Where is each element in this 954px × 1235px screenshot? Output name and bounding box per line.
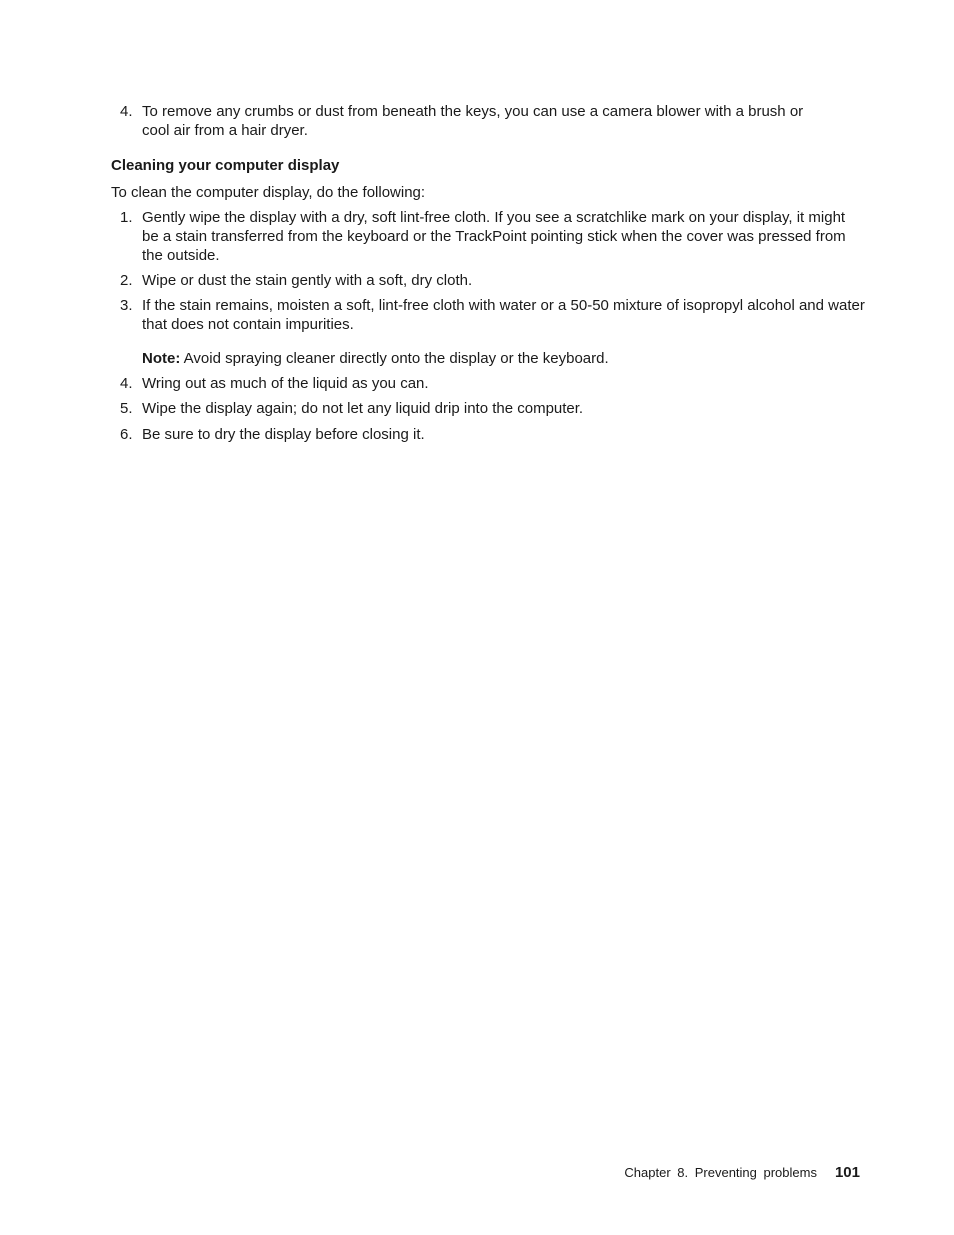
list-item-number: 6. — [120, 426, 133, 443]
list-item-number: 4. — [120, 375, 133, 392]
note-text: Avoid spraying cleaner directly onto the display or the keyboard. — [183, 350, 609, 367]
list-item-text: Wring out as much of the liquid as you can. — [142, 375, 429, 392]
list-item-number: 5. — [120, 400, 133, 417]
list-item-step-5 — [120, 399, 865, 418]
list-item-text: To remove any crumbs or dust from beneath the keys, you can use a camera blower with a brush or cool air from a hair dryer. — [142, 103, 804, 139]
list-item-step-3 — [120, 296, 865, 334]
page-footer — [624, 1163, 860, 1182]
list-item-number: 2. — [120, 272, 133, 289]
footer-chapter-title: Chapter 8. Preventing problems — [624, 1165, 817, 1180]
list-item-text: Wipe the display again; do not let any liquid drip into the computer. — [142, 400, 584, 417]
page-number: 101 — [834, 1164, 860, 1181]
list-item-text: Be sure to dry the display before closing it. — [142, 426, 425, 443]
list-item-number: 3. — [120, 297, 133, 314]
list-item-text: If the stain remains, moisten a soft, lint-free cloth with water or a 50-50 mixture of isopropyl alcohol and water that does not contain impurities. — [142, 297, 865, 333]
list-item-step-4 — [120, 374, 865, 393]
note — [142, 349, 609, 368]
list-item-step-6 — [120, 425, 865, 444]
list-item-text: Wipe or dust the stain gently with a soft, dry cloth. — [142, 272, 473, 289]
section-heading: Cleaning your computer display — [111, 157, 340, 174]
list-item-number: 1. — [120, 209, 133, 226]
list-item-prev-4 — [120, 102, 830, 140]
list-item-number: 4. — [120, 103, 133, 120]
list-item-step-1 — [120, 208, 850, 265]
note-label: Note: — [142, 350, 181, 367]
list-item-text: Gently wipe the display with a dry, soft lint-free cloth. If you see a scratchlike mark on your display, it might be a stain transferred from the keyboard or the TrackPoint pointing stick when the cover was pressed from the outside. — [142, 209, 846, 264]
section-intro: To clean the computer display, do the following: — [111, 184, 426, 201]
list-item-step-2 — [120, 271, 865, 290]
